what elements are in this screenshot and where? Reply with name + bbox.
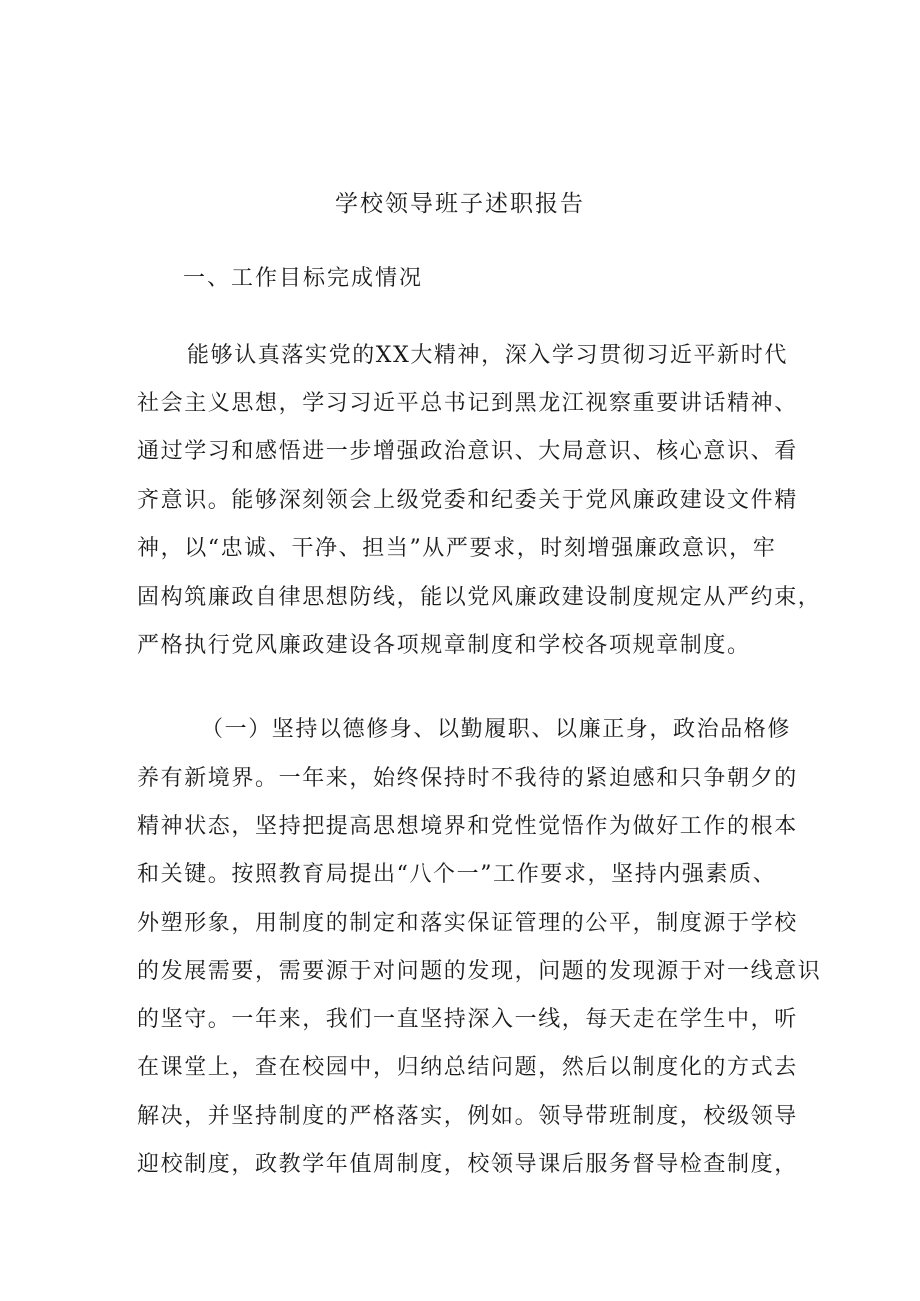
paragraph-2-line: 精神状态，坚持把提高思想境界和党性觉悟作为做好工作的根本 <box>137 814 798 839</box>
paragraph-2-line: 的发展需要，需要源于对问题的发现，问题的发现源于对一线意识 <box>137 959 822 984</box>
section-heading: 一、工作目标完成情况 <box>183 266 424 291</box>
paragraph-1-line: 能够认真落实党的XX大精神，深入学习贯彻习近平新时代 <box>187 343 788 368</box>
paragraph-1-line: 严格执行党风廉政建设各项规章制度和学校各项规章制度。 <box>137 633 751 658</box>
paragraph-2-line: 和关键。按照教育局提出“八个一”工作要求，坚持内强素质、 <box>137 862 777 887</box>
paragraph-1-line: 社会主义思想，学习习近平总书记到黑龙江视察重要讲话精神、 <box>137 391 798 416</box>
paragraph-2-line: 养有新境界。一年来，始终保持时不我待的紧迫感和只争朝夕的 <box>137 766 798 791</box>
paragraph-2-line: 迎校制度，政教学年值周制度，校领导课后服务督导检查制度， <box>137 1152 798 1177</box>
paragraph-1-line: 齐意识。能够深刻领会上级党委和纪委关于党风廉政建设文件精 <box>137 488 798 513</box>
paragraph-2-line: 的坚守。一年来，我们一直坚持深入一线，每天走在学生中，听 <box>137 1007 798 1032</box>
paragraph-2-line: 外塑形象，用制度的制定和落实保证管理的公平，制度源于学校 <box>137 911 798 936</box>
document-title: 学校领导班子述职报告 <box>335 191 585 217</box>
paragraph-2-line: 解决，并坚持制度的严格落实，例如。领导带班制度，校级领导 <box>137 1104 798 1129</box>
paragraph-2-line: 在课堂上，查在校园中，归纳总结问题，然后以制度化的方式去 <box>137 1055 798 1080</box>
paragraph-1-line: 固构筑廉政自律思想防线，能以党风廉政建设制度规定从严约束， <box>137 585 822 610</box>
paragraph-1-line: 神，以“忠诚、干净、担当”从严要求，时刻增强廉政意识，牢 <box>137 536 777 561</box>
paragraph-1-line: 通过学习和感悟进一步增强政治意识、大局意识、核心意识、看 <box>137 439 798 464</box>
paragraph-2-line: （一）坚持以德修身、以勤履职、以廉正身，政治品格修 <box>201 717 792 742</box>
